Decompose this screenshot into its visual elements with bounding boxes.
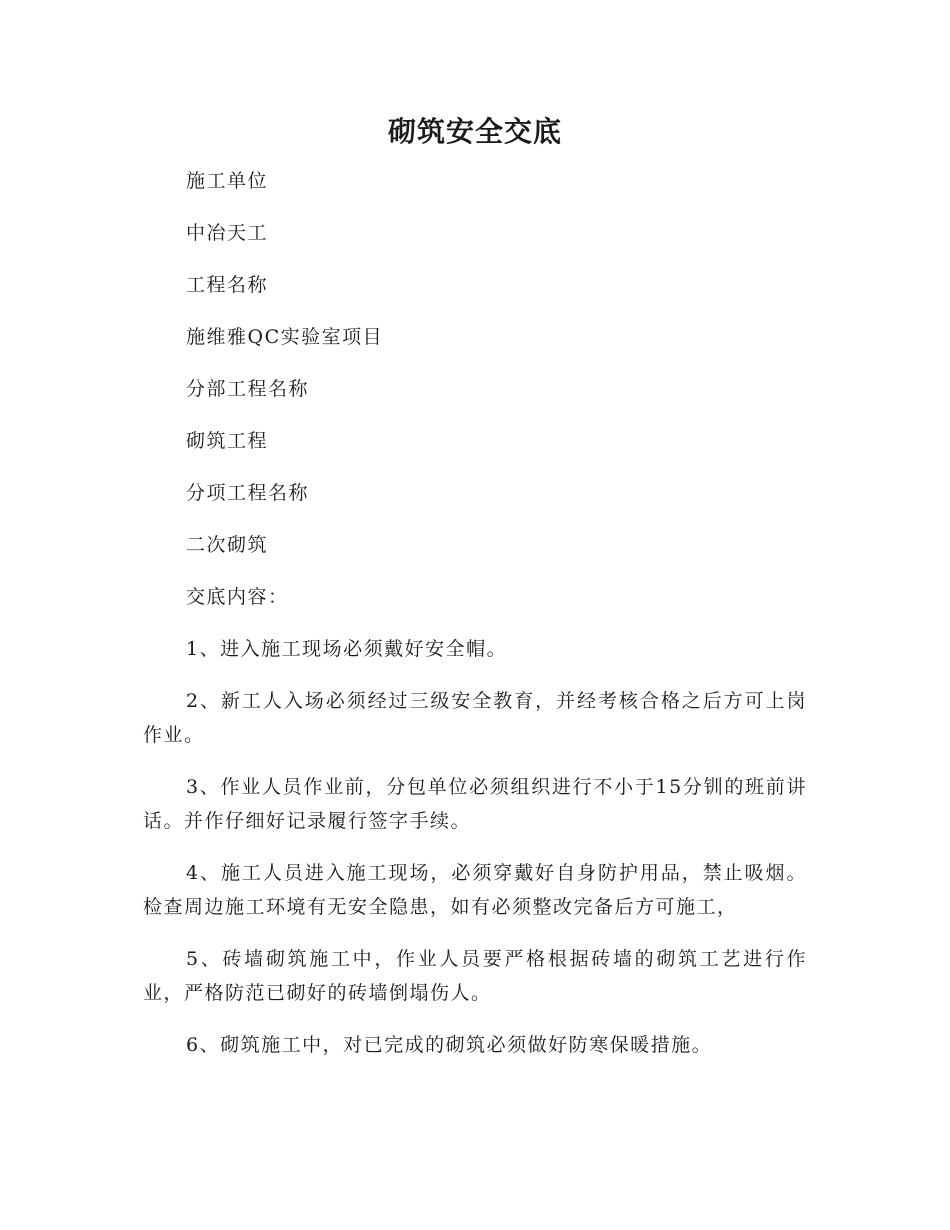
field-label-construction-unit: 施工单位 [186, 170, 269, 192]
field-value-subitem-name: 二次砌筑 [186, 534, 269, 556]
briefing-item-4: 4、施工人员进入施工现场，必须穿戴好自身防护用品，禁止吸烟。检查周边施工环境有无安全隐患，如有必须整改完备后方可施工， [143, 862, 807, 918]
briefing-item-2: 2、新工人入场必须经过三级安全教育，并经考核合格之后方可上岗作业。 [143, 690, 807, 746]
briefing-item-3: 3、作业人员作业前，分包单位必须组织进行不小于15分钏的班前讲话。并作仔细好记录履行签字手续。 [143, 776, 807, 832]
briefing-item-5: 5、砖墙砌筑施工中，作业人员要严格根据砖墙的砌筑工艺进行作业，严格防范已砌好的砖墙倒塌伤人。 [143, 948, 807, 1004]
field-label-division-name: 分部工程名称 [186, 378, 310, 400]
field-value-division-name: 砌筑工程 [186, 430, 269, 452]
field-value-project-name: 施维雅QC实验室项目 [186, 326, 384, 348]
field-label-project-name: 工程名称 [186, 274, 269, 296]
field-label-subitem-name: 分项工程名称 [186, 482, 310, 504]
briefing-content-label: 交底内容： [186, 586, 289, 608]
field-value-construction-unit: 中冶天工 [186, 222, 269, 244]
document-title: 砌筑安全交底 [387, 115, 562, 148]
briefing-item-6: 6、砌筑施工中，对已完成的砌筑必须做好防寒保暖措施。 [186, 1034, 713, 1056]
briefing-item-1: 1、进入施工现场必须戴好安全帽。 [186, 638, 508, 660]
document-body [143, 164, 807, 1080]
